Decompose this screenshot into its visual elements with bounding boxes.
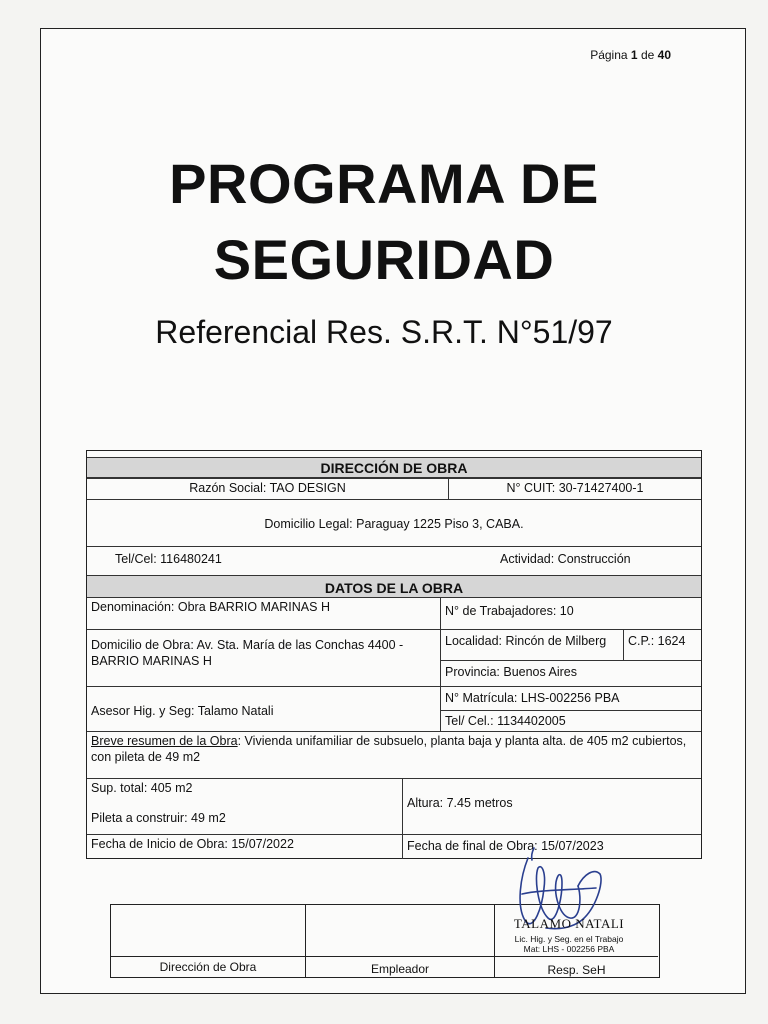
matricula: N° Matrícula: LHS-002256 PBA bbox=[440, 686, 701, 711]
razon-social: Razón Social: TAO DESIGN bbox=[87, 478, 449, 500]
sig-label-empleador: Empleador bbox=[305, 956, 495, 977]
fecha-final: Fecha de final de Obra: 15/07/2023 bbox=[402, 834, 701, 859]
professional-stamp bbox=[490, 916, 648, 954]
sig-box-empleador bbox=[305, 905, 495, 957]
sig-box-direccion bbox=[111, 905, 306, 957]
sig-label-direccion: Dirección de Obra bbox=[111, 956, 306, 977]
stamp-line2: Mat: LHS - 002256 PBA bbox=[523, 944, 615, 954]
pileta: Pileta a construir: 49 m2 bbox=[91, 810, 226, 825]
sig-label-resp: Resp. SeH bbox=[494, 956, 658, 977]
tel-cel: Tel/Cel: 116480241 bbox=[115, 552, 222, 566]
superficies bbox=[87, 778, 403, 835]
stamp-name: TALAMO NATALI bbox=[513, 916, 625, 931]
sup-total: Sup. total: 405 m2 bbox=[91, 781, 193, 795]
cuit: N° CUIT: 30-71427400-1 bbox=[448, 478, 701, 500]
domicilio-legal: Domicilio Legal: Paraguay 1225 Piso 3, CABA. bbox=[87, 499, 701, 547]
altura: Altura: 7.45 metros bbox=[402, 778, 701, 835]
asesor: Asesor Hig. y Seg: Talamo Natali bbox=[87, 686, 441, 732]
fecha-inicio: Fecha de Inicio de Obra: 15/07/2022 bbox=[87, 834, 403, 859]
resumen-obra bbox=[87, 731, 701, 779]
actividad: Actividad: Construcción bbox=[500, 552, 631, 566]
datos-heading: DATOS DE LA OBRA bbox=[87, 575, 701, 598]
doc-title-line2: SEGURIDAD bbox=[213, 228, 555, 291]
page-number: Página 1 de 40 bbox=[590, 48, 671, 62]
direccion-heading: DIRECCIÓN DE OBRA bbox=[87, 457, 701, 478]
resumen-label: Breve resumen de la Obra bbox=[91, 734, 238, 748]
direccion-obra-table bbox=[86, 450, 702, 576]
stamp-line1: Lic. Hig. y Seg. en el Trabajo bbox=[514, 934, 624, 944]
doc-subtitle: Referencial Res. S.R.T. N°51/97 bbox=[155, 314, 613, 350]
datos-obra-table bbox=[86, 575, 702, 859]
codigo-postal: C.P.: 1624 bbox=[623, 629, 701, 661]
denominacion: Denominación: Obra BARRIO MARINAS H bbox=[87, 597, 441, 630]
localidad: Localidad: Rincón de Milberg bbox=[440, 629, 624, 661]
asesor-tel: Tel/ Cel.: 1134402005 bbox=[440, 710, 701, 732]
resumen-text: : Vivienda unifamiliar de subsuelo, planta baja y planta alta. de 405 m2 cubiertos, con pileta de 49 m2 bbox=[91, 734, 687, 764]
provincia: Provincia: Buenos Aires bbox=[440, 660, 701, 687]
domicilio-obra: Domicilio de Obra: Av. Sta. María de las Conchas 4400 - BARRIO MARINAS H bbox=[87, 629, 441, 687]
trabajadores: N° de Trabajadores: 10 bbox=[440, 597, 701, 630]
doc-title-line1: PROGRAMA DE bbox=[169, 152, 599, 215]
